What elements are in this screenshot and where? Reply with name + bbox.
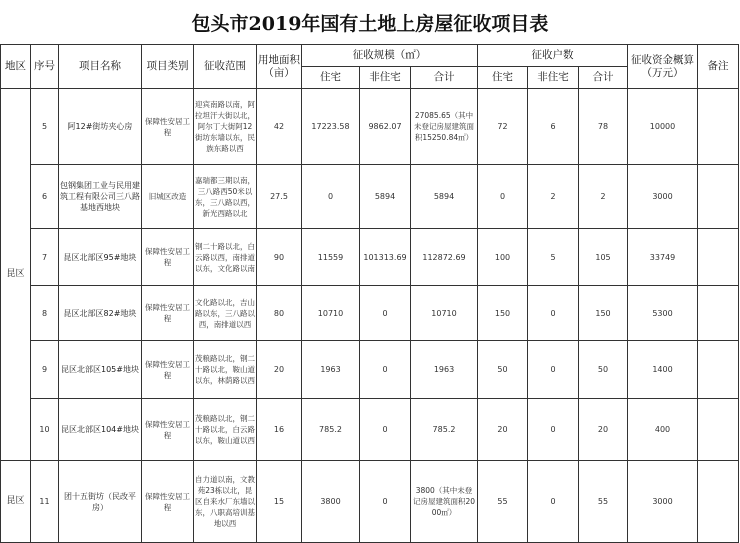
- header-row-1: [1, 45, 739, 67]
- remark-cell: [698, 89, 739, 165]
- header-scale-res: 住宅: [302, 67, 360, 89]
- households-nonres-cell: 0: [528, 286, 579, 341]
- header-remark: 备注: [698, 45, 739, 89]
- scale-total-cell: 1963: [411, 341, 478, 399]
- funds-cell: 3000: [628, 461, 698, 543]
- households-total-cell: 50: [579, 341, 628, 399]
- households-res-cell: 0: [478, 165, 528, 229]
- households-nonres-cell: 5: [528, 229, 579, 286]
- land-area-cell: 90: [257, 229, 302, 286]
- households-res-cell: 72: [478, 89, 528, 165]
- households-nonres-cell: 0: [528, 341, 579, 399]
- header-name: 项目名称: [59, 45, 142, 89]
- project-name-cell: 昆区北部区82#地块: [59, 286, 142, 341]
- seq-cell: 11: [31, 461, 59, 543]
- scale-nonres-cell: 0: [360, 341, 411, 399]
- households-nonres-cell: 6: [528, 89, 579, 165]
- header-type: 项目类别: [142, 45, 194, 89]
- scale-nonres-cell: 5894: [360, 165, 411, 229]
- project-name-cell: 团十五街坊（民改平房）: [59, 461, 142, 543]
- region-cell: 昆区: [1, 89, 31, 461]
- households-nonres-cell: 2: [528, 165, 579, 229]
- project-name-cell: 阿12#街坊夹心房: [59, 89, 142, 165]
- seq-cell: 10: [31, 399, 59, 461]
- table-row: [1, 286, 739, 341]
- land-area-cell: 15: [257, 461, 302, 543]
- scope-cell: 茂粮路以北，钢二十路以北，白云路以东，鞍山道以西: [194, 399, 257, 461]
- header-region: 地区: [1, 45, 31, 89]
- scale-nonres-cell: 0: [360, 286, 411, 341]
- scale-nonres-cell: 0: [360, 461, 411, 543]
- table-row: [1, 341, 739, 399]
- funds-cell: 1400: [628, 341, 698, 399]
- project-type-cell: 保障性安居工程: [142, 461, 194, 543]
- land-area-cell: 80: [257, 286, 302, 341]
- remark-cell: [698, 341, 739, 399]
- header-households-total: 合计: [579, 67, 628, 89]
- header-households-res: 住宅: [478, 67, 528, 89]
- scope-cell: 迎宾南路以南，阿拉坦汗大街以北，阿尔丁大街阿12街坊东墙以东，民族东路以西: [194, 89, 257, 165]
- households-nonres-cell: 0: [528, 461, 579, 543]
- scale-res-cell: 1963: [302, 341, 360, 399]
- land-area-cell: 16: [257, 399, 302, 461]
- table-row: [1, 399, 739, 461]
- seq-cell: 5: [31, 89, 59, 165]
- scale-total-cell: 112872.69: [411, 229, 478, 286]
- remark-cell: [698, 461, 739, 543]
- land-area-cell: 27.5: [257, 165, 302, 229]
- region-cell: 昆区: [1, 461, 31, 543]
- scale-res-cell: 10710: [302, 286, 360, 341]
- seq-cell: 8: [31, 286, 59, 341]
- funds-cell: 10000: [628, 89, 698, 165]
- households-res-cell: 150: [478, 286, 528, 341]
- project-name-cell: 昆区北部区104#地块: [59, 399, 142, 461]
- scope-cell: 钢二十路以北，白云路以西，南排道以东，文化路以南: [194, 229, 257, 286]
- households-res-cell: 100: [478, 229, 528, 286]
- project-type-cell: 旧城区改造: [142, 165, 194, 229]
- header-scope: 征收范围: [194, 45, 257, 89]
- funds-cell: 33749: [628, 229, 698, 286]
- scope-cell: 自力道以南，文教苑23栋以北，昆区自来水厂东墙以东，八职高培训基地以西: [194, 461, 257, 543]
- households-total-cell: 105: [579, 229, 628, 286]
- project-name-cell: 昆区北部区95#地块: [59, 229, 142, 286]
- scope-cell: 文化路以北，吉山路以东，三八路以西，南排道以西: [194, 286, 257, 341]
- funds-cell: 5300: [628, 286, 698, 341]
- remark-cell: [698, 399, 739, 461]
- households-total-cell: 55: [579, 461, 628, 543]
- project-type-cell: 保障性安居工程: [142, 341, 194, 399]
- project-table: [0, 44, 739, 543]
- households-total-cell: 2: [579, 165, 628, 229]
- scale-total-cell: 27085.65（其中未登记房屋建筑面积15250.84㎡）: [411, 89, 478, 165]
- scale-res-cell: 17223.58: [302, 89, 360, 165]
- households-total-cell: 20: [579, 399, 628, 461]
- land-area-cell: 20: [257, 341, 302, 399]
- header-funds: 征收资金概算（万元）: [628, 45, 698, 89]
- scale-total-cell: 10710: [411, 286, 478, 341]
- table-title: 包头市2019年国有土地上房屋征收项目表: [191, 12, 549, 35]
- header-scale: 征收规模（㎡）: [302, 45, 478, 67]
- remark-cell: [698, 229, 739, 286]
- seq-cell: 9: [31, 341, 59, 399]
- scale-total-cell: 785.2: [411, 399, 478, 461]
- households-res-cell: 50: [478, 341, 528, 399]
- table-row: [1, 229, 739, 286]
- remark-cell: [698, 286, 739, 341]
- scale-res-cell: 3800: [302, 461, 360, 543]
- funds-cell: 3000: [628, 165, 698, 229]
- project-type-cell: 保障性安居工程: [142, 229, 194, 286]
- project-type-cell: 保障性安居工程: [142, 286, 194, 341]
- scale-total-cell: 3800（其中未登记房屋建筑面积2000㎡）: [411, 461, 478, 543]
- seq-cell: 7: [31, 229, 59, 286]
- project-name-cell: 包钢集团工业与民用建筑工程有限公司三八路基地西地块: [59, 165, 142, 229]
- scale-nonres-cell: 0: [360, 399, 411, 461]
- header-scale-total: 合计: [411, 67, 478, 89]
- table-row: [1, 461, 739, 543]
- scale-total-cell: 5894: [411, 165, 478, 229]
- funds-cell: 400: [628, 399, 698, 461]
- land-area-cell: 42: [257, 89, 302, 165]
- households-nonres-cell: 0: [528, 399, 579, 461]
- households-total-cell: 150: [579, 286, 628, 341]
- households-res-cell: 20: [478, 399, 528, 461]
- remark-cell: [698, 165, 739, 229]
- scale-res-cell: 0: [302, 165, 360, 229]
- project-type-cell: 保障性安居工程: [142, 89, 194, 165]
- scale-res-cell: 785.2: [302, 399, 360, 461]
- project-name-cell: 昆区北部区105#地块: [59, 341, 142, 399]
- project-type-cell: 保障性安居工程: [142, 399, 194, 461]
- scope-cell: 茂粮路以北，钢二十路以北，鞍山道以东，林荫路以西: [194, 341, 257, 399]
- header-households: 征收户数: [478, 45, 628, 67]
- scale-nonres-cell: 101313.69: [360, 229, 411, 286]
- scale-res-cell: 11559: [302, 229, 360, 286]
- seq-cell: 6: [31, 165, 59, 229]
- households-total-cell: 78: [579, 89, 628, 165]
- header-households-nonres: 非住宅: [528, 67, 579, 89]
- households-res-cell: 55: [478, 461, 528, 543]
- table-row: [1, 165, 739, 229]
- scale-nonres-cell: 9862.07: [360, 89, 411, 165]
- header-scale-nonres: 非住宅: [360, 67, 411, 89]
- table-row: [1, 89, 739, 165]
- scope-cell: 嘉瑞都三期以南，三八路西50米以东，三八路以西，新光西路以北: [194, 165, 257, 229]
- header-seq: 序号: [31, 45, 59, 89]
- header-land-area: 用地面积（亩）: [257, 45, 302, 89]
